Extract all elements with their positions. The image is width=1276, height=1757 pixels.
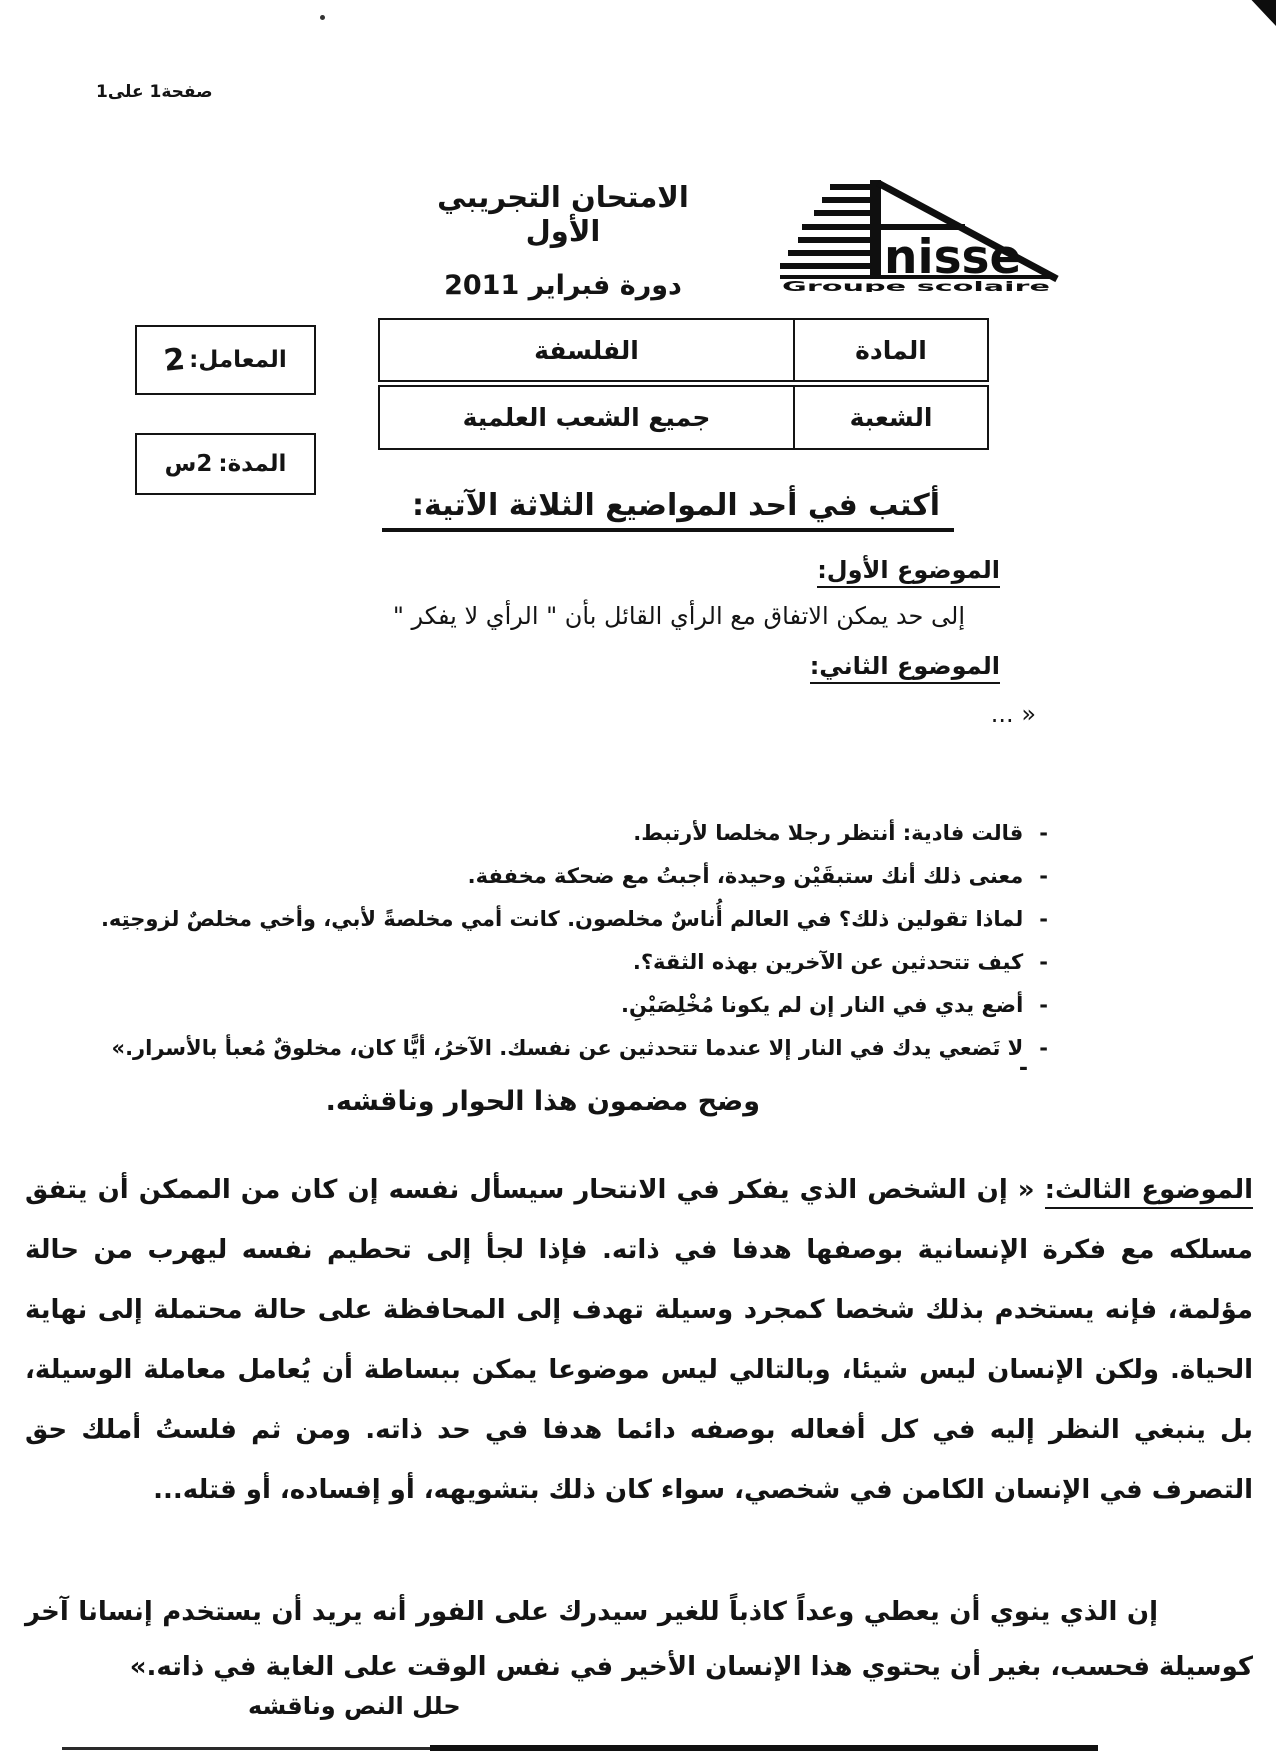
subject-value: الفلسفة xyxy=(534,335,639,365)
page-number: صفحة1 على1 xyxy=(96,82,213,102)
coefficient xyxy=(164,343,286,378)
topic3-heading: الموضوع الثالث: xyxy=(1045,1175,1253,1209)
exam-header xyxy=(398,180,728,301)
subject-row xyxy=(378,318,989,382)
duration-label: المدة: xyxy=(218,451,287,477)
dialogue-text: معنى ذلك أنك ستبقَيْن وحيدة، أجبتُ مع ضحكة مخففة. xyxy=(467,864,1024,888)
dialogue-line xyxy=(101,898,1048,941)
anisse-logo-icon xyxy=(772,180,1062,292)
branch-label: الشعبة xyxy=(793,387,987,448)
dash-bullet: - xyxy=(1039,864,1048,888)
dash-bullet: - xyxy=(1039,1036,1048,1060)
subject-label: المادة xyxy=(793,320,987,380)
scan-speck xyxy=(320,15,325,20)
coefficient-value: 2 xyxy=(162,341,185,379)
logo-wordmark: nisse xyxy=(884,230,1022,285)
exam-session: دورة فبراير 2011 xyxy=(444,270,682,301)
branch-row xyxy=(378,385,989,450)
topic3-task: حلل النص وناقشه xyxy=(248,1692,461,1720)
school-logo xyxy=(772,180,1062,292)
branch-value: جميع الشعب العلمية xyxy=(462,403,711,432)
topic3-paragraph2: إن الذي ينوي أن يعطي وعداً كاذباً للغير سيدرك على الفور أنه يريد أن يستخدم إنسانا آخر كوسيلة فحسب، بغير أن يحتوي هذا الإنسان الأخير في نفس الوقت على الغاية في ذاته.» xyxy=(25,1597,1253,1682)
dialogue-text: لا تَضعي يدك في النار إلا عندما تتحدثين عن نفسك. الآخرُ، أيًّا كان، مخلوقٌ مُعبأ بالأسرار.» xyxy=(111,1036,1024,1060)
coefficient-label: المعامل: xyxy=(189,347,287,373)
dialogue-text: أضع يدي في النار إن لم يكونا مُخْلِصَيْنِ. xyxy=(621,993,1024,1017)
topic1-heading: الموضوع الأول: xyxy=(817,556,1000,588)
dash-bullet: - xyxy=(1039,907,1048,931)
topic2-heading: الموضوع الثاني: xyxy=(810,652,1000,684)
exam-title: الامتحان التجريبي الأول xyxy=(437,180,689,248)
topic2-dialogue xyxy=(101,812,1048,1070)
dialogue-text: قالت فادية: أنتظر رجلا مخلصا لأرتبط. xyxy=(633,821,1024,845)
logo-subtitle: Groupe scolaire xyxy=(782,280,1051,292)
dash-bullet: - xyxy=(1018,1056,1028,1081)
dialogue-text: كيف تتحدثين عن الآخرين بهذه الثقة؟. xyxy=(632,950,1024,974)
dialogue-line xyxy=(101,855,1048,898)
dash-bullet: - xyxy=(1039,821,1048,845)
instruction-wrap xyxy=(60,488,1276,532)
dialogue-line xyxy=(101,812,1048,855)
topic3-text xyxy=(25,1160,1253,1520)
dialogue-line xyxy=(101,984,1048,1027)
dash-bullet: - xyxy=(1039,950,1048,974)
dash-bullet: - xyxy=(1039,993,1048,1017)
dialogue-line xyxy=(101,941,1048,984)
dialogue-text: لماذا تقولين ذلك؟ في العالم أُناسٌ مخلصون. كانت أمي مخلصةً لأبي، وأخي مخلصٌ لزوجتِه. xyxy=(100,907,1024,931)
dialogue-line xyxy=(101,1027,1048,1070)
coefficient-box xyxy=(135,325,316,395)
scan-corner-mark xyxy=(1242,0,1276,26)
topic1-body: إلى حد يمكن الاتفاق مع الرأي القائل بأن " الرأي لا يفكر " xyxy=(392,602,965,630)
duration-box xyxy=(135,433,316,495)
scan-bottom-edge-thick xyxy=(430,1745,1098,1751)
topic2-quote-opening: « ... xyxy=(990,700,1036,728)
instruction-heading: أكتب في أحد المواضيع الثلاثة الآتية: xyxy=(382,488,954,532)
duration-value: 2س xyxy=(164,451,213,477)
topic3-paragraph1: « إن الشخص الذي يفكر في الانتحار سيسأل نفسه إن كان من الممكن أن يتفق مسلكه مع فكرة الإنسانية بوصفها هدفا في ذاته. فإذا لجأ إلى تحطيم نفسه ليهرب من حالة مؤلمة، فإنه يستخدم بذلك شخصا كمجرد وسيلة تهدف إلى المحافظة على حالة محتملة إلى نهاية الحياة. ولكن الإنسان ليس شيئا، وبالتالي ليس موضوعا يمكن ببساطة أن يُعامل معاملة الوسيلة، بل ينبغي النظر إليه في كل أفعاله بوصفه دائما هدفا في حد ذاته. ومن ثم فلستُ أملك حق التصرف في الإنسان الكامن في شخصي، سواء كان ذلك بتشويهه، أو إفساده، أو قتله... xyxy=(25,1175,1253,1505)
topic2-task: وضح مضمون هذا الحوار وناقشه. xyxy=(325,1086,760,1117)
scan-bottom-edge-thin xyxy=(62,1747,432,1750)
duration xyxy=(165,451,287,477)
